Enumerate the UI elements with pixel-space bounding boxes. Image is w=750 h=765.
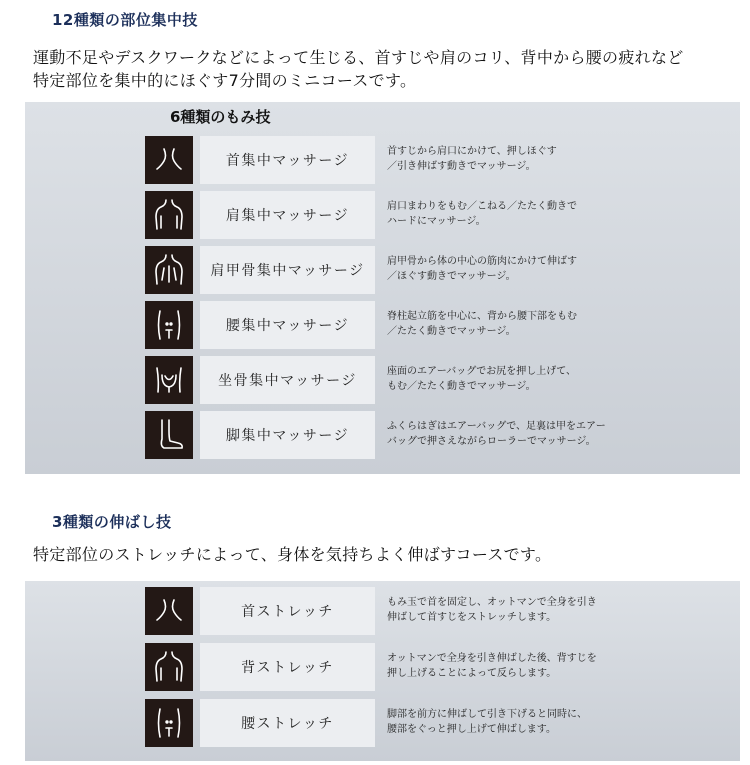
technique-desc bbox=[387, 419, 717, 449]
technique-desc bbox=[387, 651, 717, 681]
technique-row bbox=[145, 246, 705, 294]
technique-name: 肩甲骨集中マッサージ bbox=[200, 246, 375, 294]
section1-lead-line1: 運動不足やデスクワークなどによって生じる、首すじや肩のコリ、背中から腰の疲れなど bbox=[33, 48, 684, 67]
technique-desc-line2: ／引き伸ばす動きでマッサージ。 bbox=[387, 161, 536, 172]
back-icon bbox=[145, 643, 193, 691]
technique-desc-line1: ふくらはぎはエアーバッグで、足裏は甲をエアー bbox=[387, 421, 606, 432]
lower-back-icon bbox=[145, 699, 193, 747]
technique-desc-line2: もむ／たたく動きでマッサージ。 bbox=[387, 381, 536, 392]
hip-icon bbox=[145, 356, 193, 404]
shoulder-blade-icon bbox=[145, 246, 193, 294]
technique-name: 腰ストレッチ bbox=[200, 699, 375, 747]
technique-name: 首ストレッチ bbox=[200, 587, 375, 635]
technique-row bbox=[145, 301, 705, 349]
technique-row bbox=[145, 699, 705, 747]
section2-lead: 特定部位のストレッチによって、身体を気持ちよく伸ばすコースです。 bbox=[33, 545, 552, 564]
technique-desc-line2: ハードにマッサージ。 bbox=[387, 216, 486, 227]
technique-desc bbox=[387, 144, 717, 174]
technique-desc-line1: 首すじから肩口にかけて、押しほぐす bbox=[387, 146, 557, 157]
section1-lead bbox=[33, 46, 684, 92]
technique-name: 腰集中マッサージ bbox=[200, 301, 375, 349]
section2-title: 3種類の伸ばし技 bbox=[52, 513, 172, 531]
technique-name: 首集中マッサージ bbox=[200, 136, 375, 184]
neck-icon bbox=[145, 136, 193, 184]
technique-desc bbox=[387, 254, 717, 284]
technique-row bbox=[145, 587, 705, 635]
technique-row bbox=[145, 136, 705, 184]
technique-desc-line1: 肩甲骨から体の中心の筋肉にかけて伸ばす bbox=[387, 256, 577, 267]
lower-back-icon bbox=[145, 301, 193, 349]
massage-subtitle: 6種類のもみ技 bbox=[170, 108, 271, 126]
shoulder-icon bbox=[145, 191, 193, 239]
section1-lead-line2: 特定部位を集中的にほぐす7分間のミニコースです。 bbox=[33, 71, 417, 90]
technique-desc bbox=[387, 595, 717, 625]
massage-panel bbox=[25, 102, 740, 474]
technique-desc-line1: 座面のエアーバッグでお尻を押し上げて、 bbox=[387, 366, 576, 377]
technique-desc-line1: もみ玉で首を固定し、オットマンで全身を引き bbox=[387, 597, 597, 608]
technique-desc-line2: 伸ばして首すじをストレッチします。 bbox=[387, 612, 557, 623]
technique-name: 背ストレッチ bbox=[200, 643, 375, 691]
technique-desc bbox=[387, 707, 717, 737]
technique-name: 脚集中マッサージ bbox=[200, 411, 375, 459]
technique-desc-line1: オットマンで全身を引き伸ばした後、背すじを bbox=[387, 653, 597, 664]
technique-desc-line2: バッグで押さえながらローラーでマッサージ。 bbox=[387, 436, 596, 447]
technique-desc bbox=[387, 309, 717, 339]
technique-name: 肩集中マッサージ bbox=[200, 191, 375, 239]
neck-icon bbox=[145, 587, 193, 635]
section1-title: 12種類の部位集中技 bbox=[52, 11, 198, 29]
technique-row bbox=[145, 411, 705, 459]
technique-desc-line2: 腰部をぐっと押し上げて伸ばします。 bbox=[387, 724, 556, 735]
technique-name: 坐骨集中マッサージ bbox=[200, 356, 375, 404]
technique-desc-line2: 押し上げることによって反らします。 bbox=[387, 668, 557, 679]
technique-desc-line1: 脚部を前方に伸ばして引き下げると同時に、 bbox=[387, 709, 587, 720]
technique-desc-line1: 脊柱起立筋を中心に、背から腰下部をもむ bbox=[387, 311, 577, 322]
technique-desc-line2: ／ほぐす動きでマッサージ。 bbox=[387, 271, 516, 282]
foot-icon bbox=[145, 411, 193, 459]
technique-desc-line2: ／たたく動きでマッサージ。 bbox=[387, 326, 516, 337]
stretch-panel bbox=[25, 581, 740, 761]
technique-desc bbox=[387, 199, 717, 229]
technique-desc-line1: 肩口まわりをもむ／こねる／たたく動きで bbox=[387, 201, 577, 212]
technique-desc bbox=[387, 364, 717, 394]
technique-row bbox=[145, 356, 705, 404]
technique-row bbox=[145, 643, 705, 691]
technique-row bbox=[145, 191, 705, 239]
